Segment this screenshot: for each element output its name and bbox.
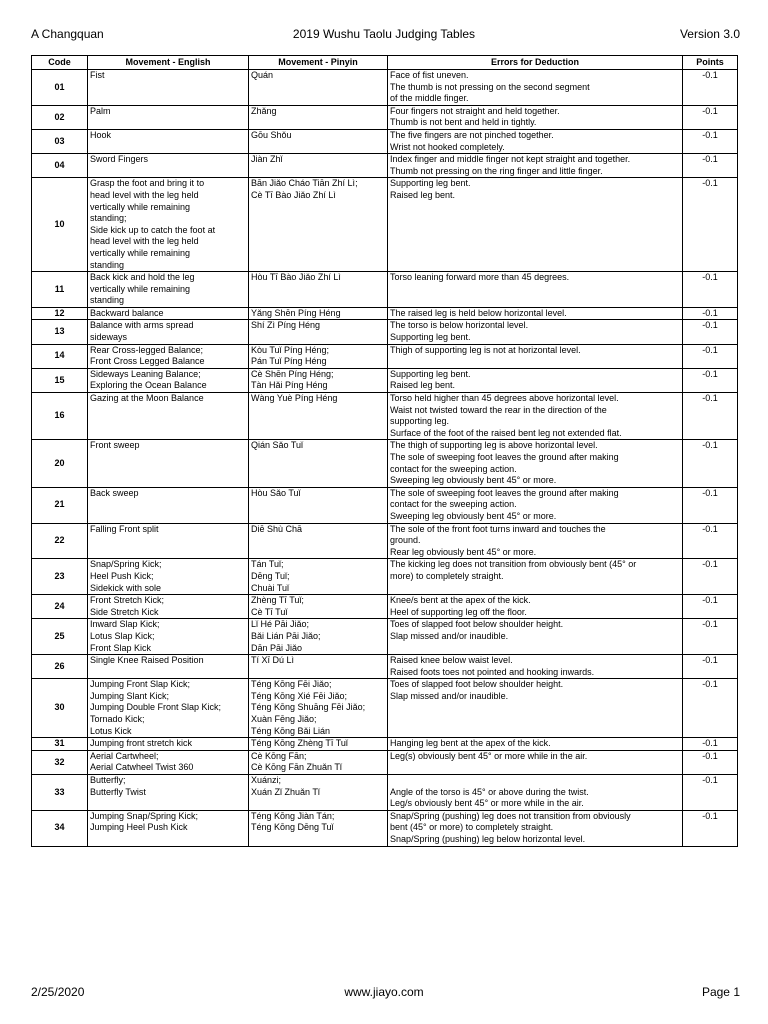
row-errors: Hanging leg bent at the apex of the kick. — [388, 738, 683, 751]
row-movement-english: Single Knee Raised Position — [88, 655, 249, 679]
table-header-row — [32, 56, 738, 70]
row-code: 01 — [32, 70, 88, 106]
row-errors: Index finger and middle finger not kept straight and together. Thumb not pressing on the ring finger and little finger. — [388, 154, 683, 178]
row-points: -0.1 — [683, 655, 738, 679]
row-errors: Angle of the torso is 45° or above during the twist. Leg/s obviously bent 45° or more while in the air. — [388, 775, 683, 811]
footer-date: 2/25/2020 — [31, 985, 85, 999]
row-points: -0.1 — [683, 368, 738, 392]
row-errors: Toes of slapped foot below shoulder height. Slap missed and/or inaudible. — [388, 619, 683, 655]
row-errors: Knee/s bent at the apex of the kick. Heel of supporting leg off the floor. — [388, 595, 683, 619]
row-movement-english: Back sweep — [88, 487, 249, 523]
row-movement-english: Backward balance — [88, 307, 249, 320]
row-movement-english: Hook — [88, 129, 249, 153]
table-row — [32, 70, 738, 106]
row-movement-pinyin: Qián Sǎo Tuǐ — [249, 440, 388, 487]
header-left: A Changquan — [31, 27, 104, 41]
row-errors: Thigh of supporting leg is not at horizontal level. — [388, 344, 683, 368]
row-movement-pinyin: Bān Jiǎo Cháo Tiān Zhí Lì; Cè Tī Bào Jiǎo Zhí Lì — [249, 178, 388, 272]
row-points: -0.1 — [683, 487, 738, 523]
row-movement-english: Sword Fingers — [88, 154, 249, 178]
row-movement-pinyin: Tí Xī Dú Lì — [249, 655, 388, 679]
row-points: -0.1 — [683, 272, 738, 308]
row-points: -0.1 — [683, 440, 738, 487]
table-row — [32, 154, 738, 178]
row-points: -0.1 — [683, 307, 738, 320]
table-row — [32, 178, 738, 272]
row-points: -0.1 — [683, 154, 738, 178]
row-code: 16 — [32, 393, 88, 440]
table-row — [32, 738, 738, 751]
row-movement-english: Rear Cross-legged Balance; Front Cross Legged Balance — [88, 344, 249, 368]
row-errors: Torso held higher than 45 degrees above horizontal level. Waist not twisted toward the rear in the direction of the supporting leg. Surface of the foot of the raised bent leg not extended flat. — [388, 393, 683, 440]
row-code: 14 — [32, 344, 88, 368]
row-points: -0.1 — [683, 775, 738, 811]
row-points: -0.1 — [683, 178, 738, 272]
row-errors: The sole of sweeping foot leaves the ground after making contact for the sweeping action. Sweeping leg obviously bent 45° or more. — [388, 487, 683, 523]
row-code: 22 — [32, 523, 88, 559]
row-movement-english: Palm — [88, 105, 249, 129]
row-movement-english: Jumping Snap/Spring Kick; Jumping Heel Push Kick — [88, 810, 249, 846]
header-version: Version 3.0 — [679, 27, 740, 41]
row-points: -0.1 — [683, 595, 738, 619]
row-movement-pinyin: Gōu Shǒu — [249, 129, 388, 153]
table-row — [32, 368, 738, 392]
row-errors: Toes of slapped foot below shoulder height. Slap missed and/or inaudible. — [388, 679, 683, 738]
row-code: 30 — [32, 679, 88, 738]
row-points: -0.1 — [683, 619, 738, 655]
row-movement-pinyin: Jiàn Zhǐ — [249, 154, 388, 178]
row-movement-english: Aerial Cartwheel; Aerial Catwheel Twist 360 — [88, 750, 249, 774]
row-movement-pinyin: Diē Shù Chā — [249, 523, 388, 559]
row-points: -0.1 — [683, 738, 738, 751]
row-points: -0.1 — [683, 523, 738, 559]
row-errors: Face of fist uneven. The thumb is not pressing on the second segment of the middle finger. — [388, 70, 683, 106]
row-movement-english: Jumping front stretch kick — [88, 738, 249, 751]
row-errors: Torso leaning forward more than 45 degrees. — [388, 272, 683, 308]
row-movement-pinyin: Xuánzi; Xuán Zǐ Zhuǎn Tǐ — [249, 775, 388, 811]
row-movement-english: Inward Slap Kick; Lotus Slap Kick; Front Slap Kick — [88, 619, 249, 655]
row-movement-english: Front Stretch Kick; Side Stretch Kick — [88, 595, 249, 619]
row-movement-pinyin: Téng Kōng Jiàn Tán; Téng Kōng Dēng Tuǐ — [249, 810, 388, 846]
row-code: 20 — [32, 440, 88, 487]
row-movement-pinyin: Zhèng Tī Tuǐ; Cè Tī Tuǐ — [249, 595, 388, 619]
row-code: 12 — [32, 307, 88, 320]
column-header: Points — [683, 56, 738, 70]
table-row — [32, 393, 738, 440]
row-errors: Four fingers not straight and held together. Thumb is not bent and held in tightly. — [388, 105, 683, 129]
table-row — [32, 523, 738, 559]
row-code: 25 — [32, 619, 88, 655]
row-code: 34 — [32, 810, 88, 846]
row-movement-pinyin: Tán Tuǐ; Dēng Tuǐ; Chuài Tuǐ — [249, 559, 388, 595]
row-movement-pinyin: Cè Kōng Fān; Cè Kōng Fān Zhuǎn Tǐ — [249, 750, 388, 774]
table-row — [32, 487, 738, 523]
row-errors: Supporting leg bent. Raised leg bent. — [388, 178, 683, 272]
table-row — [32, 129, 738, 153]
table-row — [32, 655, 738, 679]
table-body — [32, 70, 738, 847]
row-movement-pinyin: Wàng Yuè Píng Héng — [249, 393, 388, 440]
row-errors: Supporting leg bent. Raised leg bent. — [388, 368, 683, 392]
row-code: 23 — [32, 559, 88, 595]
row-movement-english: Snap/Spring Kick; Heel Push Kick; Sidekick with sole — [88, 559, 249, 595]
table-row — [32, 595, 738, 619]
row-movement-english: Fist — [88, 70, 249, 106]
table-row — [32, 272, 738, 308]
row-movement-pinyin: Hòu Tī Bào Jiǎo Zhí Lì — [249, 272, 388, 308]
row-errors: The thigh of supporting leg is above horizontal level. The sole of sweeping foot leaves the ground after making contact for the sweeping action. Sweeping leg obviously bent 45° or more. — [388, 440, 683, 487]
row-movement-english: Front sweep — [88, 440, 249, 487]
row-movement-pinyin: Hòu Sǎo Tuǐ — [249, 487, 388, 523]
row-movement-pinyin: Téng Kōng Zhèng Tī Tuǐ — [249, 738, 388, 751]
row-code: 03 — [32, 129, 88, 153]
table-row — [32, 559, 738, 595]
table-row — [32, 810, 738, 846]
column-header: Errors for Deduction — [388, 56, 683, 70]
row-movement-pinyin: Shí Zì Píng Héng — [249, 320, 388, 344]
row-code: 02 — [32, 105, 88, 129]
row-points: -0.1 — [683, 129, 738, 153]
row-points: -0.1 — [683, 679, 738, 738]
table-row — [32, 750, 738, 774]
row-movement-english: Grasp the foot and bring it to head level with the leg held vertically while remaining standing; Side kick up to catch the foot at head level with the leg held vertically while remaining standing — [88, 178, 249, 272]
row-movement-pinyin: Kòu Tuǐ Píng Héng; Pán Tuǐ Píng Héng — [249, 344, 388, 368]
table-row — [32, 679, 738, 738]
row-movement-pinyin: Cè Shēn Píng Héng; Tàn Hǎi Píng Héng — [249, 368, 388, 392]
table-row — [32, 307, 738, 320]
row-movement-pinyin: Lǐ Hé Pāi Jiǎo; Bǎi Lián Pāi Jiǎo; Dān Pāi Jiǎo — [249, 619, 388, 655]
row-errors: The five fingers are not pinched together. Wrist not hooked completely. — [388, 129, 683, 153]
footer-website: www.jiayo.com — [344, 985, 424, 999]
row-points: -0.1 — [683, 344, 738, 368]
row-points: -0.1 — [683, 393, 738, 440]
row-points: -0.1 — [683, 320, 738, 344]
row-code: 33 — [32, 775, 88, 811]
row-errors: Leg(s) obviously bent 45° or more while in the air. — [388, 750, 683, 774]
row-code: 31 — [32, 738, 88, 751]
column-header: Movement - English — [88, 56, 249, 70]
row-movement-pinyin: Zhǎng — [249, 105, 388, 129]
row-code: 15 — [32, 368, 88, 392]
row-points: -0.1 — [683, 750, 738, 774]
row-movement-english: Jumping Front Slap Kick; Jumping Slant Kick; Jumping Double Front Slap Kick; Tornado Kick; Lotus Kick — [88, 679, 249, 738]
row-points: -0.1 — [683, 810, 738, 846]
row-code: 24 — [32, 595, 88, 619]
row-movement-pinyin: Quán — [249, 70, 388, 106]
row-points: -0.1 — [683, 70, 738, 106]
row-errors: The kicking leg does not transition from obviously bent (45° or more) to completely straight. — [388, 559, 683, 595]
row-movement-english: Back kick and hold the leg vertically while remaining standing — [88, 272, 249, 308]
row-code: 04 — [32, 154, 88, 178]
row-movement-english: Falling Front split — [88, 523, 249, 559]
row-movement-pinyin: Yǎng Shēn Píng Héng — [249, 307, 388, 320]
row-errors: The sole of the front foot turns inward and touches the ground. Rear leg obviously bent 45° or more. — [388, 523, 683, 559]
row-code: 13 — [32, 320, 88, 344]
row-points: -0.1 — [683, 559, 738, 595]
row-movement-pinyin: Téng Kōng Fēi Jiǎo; Téng Kōng Xié Fēi Jiǎo; Téng Kōng Shuāng Fēi Jiǎo; Xuàn Fēng Jiǎo; Téng Kōng Bǎi Lián — [249, 679, 388, 738]
table-row — [32, 440, 738, 487]
row-errors: Snap/Spring (pushing) leg does not transition from obviously bent (45° or more) to completely straight. Snap/Spring (pushing) leg below horizontal level. — [388, 810, 683, 846]
row-code: 11 — [32, 272, 88, 308]
column-header: Movement - Pinyin — [249, 56, 388, 70]
row-code: 32 — [32, 750, 88, 774]
row-errors: Raised knee below waist level. Raised foots toes not pointed and hooking inwards. — [388, 655, 683, 679]
row-movement-english: Gazing at the Moon Balance — [88, 393, 249, 440]
table-row — [32, 775, 738, 811]
table-row — [32, 344, 738, 368]
row-code: 21 — [32, 487, 88, 523]
table-row — [32, 320, 738, 344]
table-row — [32, 619, 738, 655]
row-errors: The raised leg is held below horizontal level. — [388, 307, 683, 320]
page-title: 2019 Wushu Taolu Judging Tables — [292, 27, 476, 41]
row-movement-english: Butterfly; Butterfly Twist — [88, 775, 249, 811]
row-movement-english: Sideways Leaning Balance; Exploring the Ocean Balance — [88, 368, 249, 392]
row-errors: The torso is below horizontal level. Supporting leg bent. — [388, 320, 683, 344]
column-header: Code — [32, 56, 88, 70]
row-points: -0.1 — [683, 105, 738, 129]
row-code: 10 — [32, 178, 88, 272]
row-movement-english: Balance with arms spread sideways — [88, 320, 249, 344]
row-code: 26 — [32, 655, 88, 679]
page-number: Page 1 — [701, 985, 740, 999]
table-row — [32, 105, 738, 129]
judging-table — [31, 55, 738, 847]
